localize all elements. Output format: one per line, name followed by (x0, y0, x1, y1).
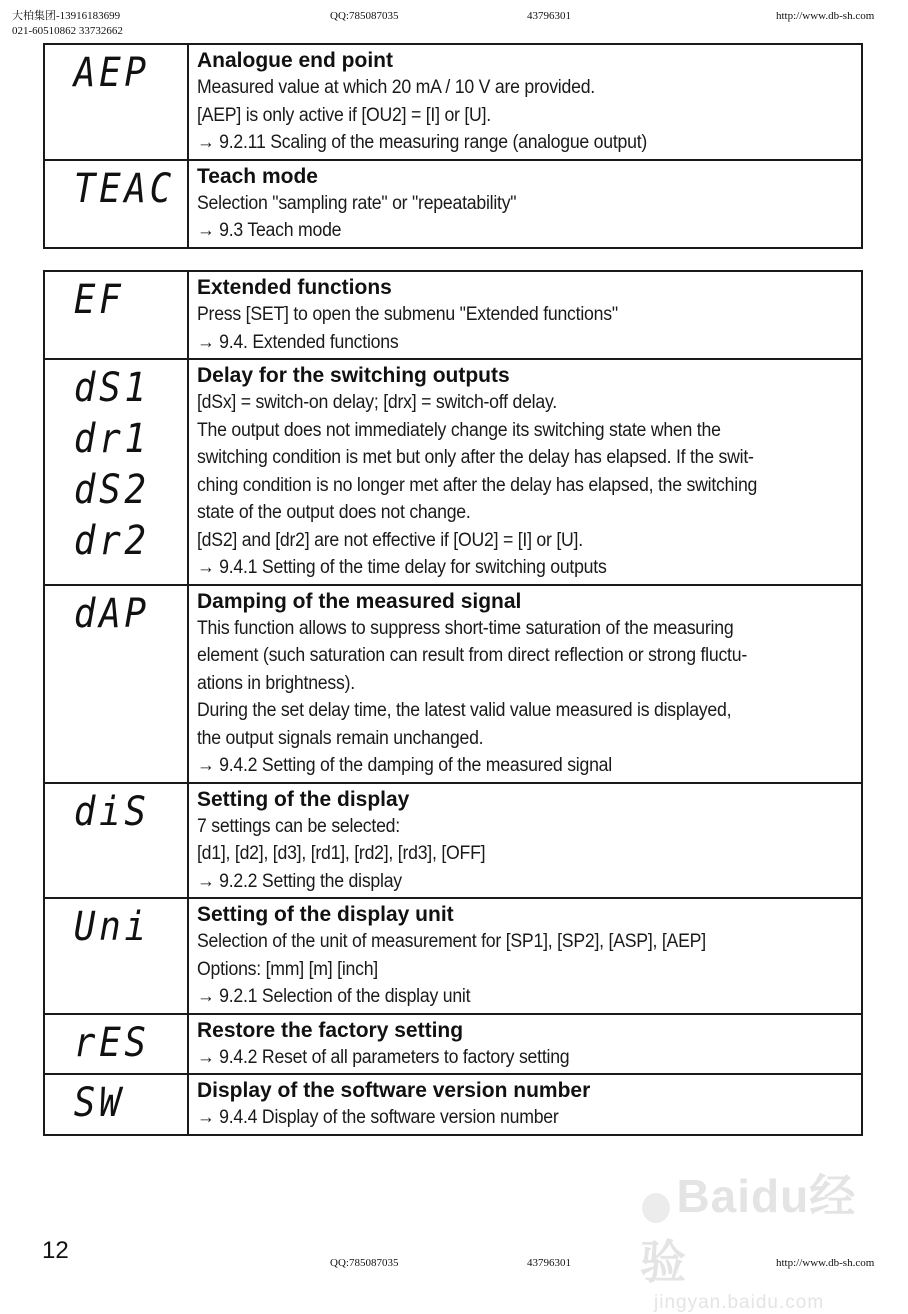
parameter-description-cell (188, 1014, 862, 1075)
description-line: ations in brightness). (197, 672, 355, 694)
description-line: Options: [mm] [m] [inch] (197, 958, 378, 980)
parameter-code-cell (44, 44, 188, 160)
parameter-row (44, 1014, 862, 1075)
parameter-title: Delay for the switching outputs (197, 364, 510, 387)
parameter-description-cell (188, 898, 862, 1014)
description-line: Measured value at which 20 mA / 10 V are provided. (197, 77, 595, 98)
parameter-description-cell (188, 359, 862, 585)
segment-display-code: SW (73, 1080, 125, 1126)
description-line: → 9.4.2 Setting of the damping of the measured signal (197, 755, 612, 776)
parameter-code-cell (44, 585, 188, 783)
parameter-row (44, 44, 862, 160)
segment-display-code: rES (73, 1019, 150, 1066)
description-line: [AEP] is only active if [OU2] = [I] or [U]. (197, 104, 491, 126)
header-url: http://www.db-sh.com (776, 10, 875, 22)
segment-display-code: AEP (73, 50, 150, 96)
parameter-row (44, 271, 862, 359)
parameter-description-cell (188, 44, 862, 160)
description-line: → 9.4.2 Reset of all parameters to factory setting (197, 1046, 570, 1068)
parameter-title: Extended functions (197, 276, 392, 299)
description-line: [d1], [d2], [d3], [rd1], [rd2], [rd3], [OFF] (197, 843, 486, 864)
parameter-code-cell (44, 160, 188, 248)
description-line: switching condition is met but only after the delay has elapsed. If the swit- (197, 447, 754, 468)
parameter-title: Teach mode (197, 164, 318, 188)
parameter-table-2 (43, 270, 863, 1136)
page-number: 12 (42, 1237, 69, 1264)
parameter-code-cell (44, 783, 188, 899)
parameter-code-cell (44, 1074, 188, 1135)
segment-display-code: dS1 (73, 365, 150, 411)
footer-number: 43796301 (527, 1257, 571, 1269)
description-line: → 9.2.11 Scaling of the measuring range (analogue output) (197, 132, 648, 153)
segment-display-code: Uni (73, 904, 150, 950)
parameter-title: Analogue end point (197, 49, 393, 72)
description-line: element (such saturation can result from direct reflection or strong fluctu- (197, 645, 747, 666)
parameter-code-cell (44, 898, 188, 1014)
segment-display-code: dAP (73, 590, 150, 637)
parameter-title: Display of the software version number (197, 1079, 591, 1102)
description-line: → 9.3 Teach mode (197, 220, 342, 241)
parameter-title: Setting of the display unit (197, 903, 454, 926)
segment-display-code: EF (73, 277, 125, 323)
parameter-row (44, 1074, 862, 1135)
watermark-brand: Baidu经验 (640, 1170, 857, 1288)
description-line: state of the output does not change. (197, 502, 471, 523)
parameter-description-cell (188, 783, 862, 899)
parameter-title: Damping of the measured signal (197, 589, 522, 613)
description-line: → 9.4.4 Display of the software version number (197, 1107, 559, 1128)
parameter-title: Restore the factory setting (197, 1018, 464, 1042)
parameter-row (44, 783, 862, 899)
parameter-row (44, 160, 862, 248)
header-phones: 021-60510862 33732662 (12, 25, 123, 37)
paw-icon (642, 1193, 670, 1223)
parameter-description-cell (188, 1074, 862, 1135)
parameter-code-cell (44, 1014, 188, 1075)
parameter-code-cell (44, 271, 188, 359)
description-line: 7 settings can be selected: (197, 815, 400, 837)
description-line: → 9.2.1 Selection of the display unit (197, 986, 471, 1007)
segment-display-code: dS2 (73, 467, 150, 513)
description-line: [dSx] = switch-on delay; [drx] = switch-off delay. (197, 392, 557, 413)
footer-qq: QQ:785087035 (330, 1257, 399, 1269)
header-company: 大柏集团-13916183699 (12, 10, 121, 22)
description-line: → 9.4.1 Setting of the time delay for switching outputs (197, 557, 607, 578)
parameter-description-cell (188, 271, 862, 359)
description-line: Selection of the unit of measurement for [SP1], [SP2], [ASP], [AEP] (197, 931, 706, 952)
parameter-row (44, 898, 862, 1014)
description-line: → 9.2.2 Setting the display (197, 870, 402, 892)
parameter-title: Setting of the display (197, 787, 410, 811)
parameter-description-cell (188, 585, 862, 783)
description-line: Press [SET] to open the submenu "Extended functions" (197, 304, 618, 325)
description-line: the output signals remain unchanged. (197, 727, 484, 749)
parameter-description-cell (188, 160, 862, 248)
parameter-code-cell (44, 359, 188, 585)
description-line: The output does not immediately change its switching state when the (197, 419, 721, 441)
footer-url: http://www.db-sh.com (776, 1257, 875, 1269)
description-line: → 9.4. Extended functions (197, 331, 399, 353)
segment-display-code: diS (73, 788, 150, 835)
description-line: This function allows to suppress short-time saturation of the measuring (197, 617, 734, 639)
description-line: ching condition is no longer met after the delay has elapsed, the switching (197, 474, 758, 496)
parameter-table-1 (43, 43, 863, 249)
header-qq: QQ:785087035 (330, 10, 399, 22)
segment-display-code: dr1 (73, 416, 150, 462)
segment-display-code: dr2 (73, 518, 150, 564)
header-number: 43796301 (527, 10, 571, 22)
watermark-url: jingyan.baidu.com (654, 1292, 825, 1313)
parameter-row (44, 585, 862, 783)
description-line: Selection "sampling rate" or "repeatability" (197, 192, 517, 214)
description-line: During the set delay time, the latest valid value measured is displayed, (197, 700, 732, 721)
segment-display-code: TEAC (73, 165, 175, 212)
description-line: [dS2] and [dr2] are not effective if [OU2] = [I] or [U]. (197, 529, 583, 551)
parameter-row (44, 359, 862, 585)
